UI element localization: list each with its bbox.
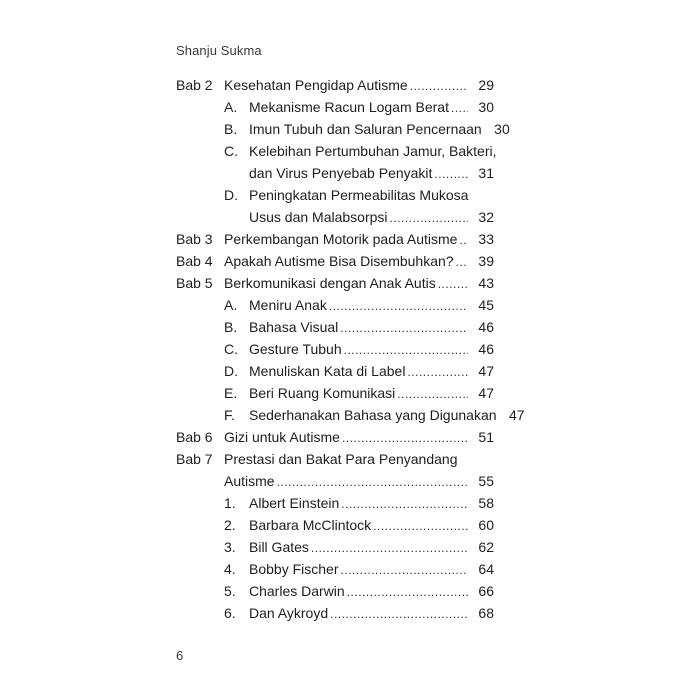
toc-entry-leader bbox=[249, 514, 494, 537]
dot-leader bbox=[434, 163, 468, 185]
toc-page-number: 43 bbox=[478, 275, 494, 291]
toc-page-number: 66 bbox=[478, 583, 494, 599]
toc-section-row bbox=[176, 514, 494, 536]
toc-section-row bbox=[176, 492, 494, 514]
section-marker: 2. bbox=[224, 517, 236, 533]
toc-entry-title: Dan Aykroyd bbox=[249, 605, 329, 621]
section-marker: A. bbox=[224, 297, 238, 313]
dot-leader bbox=[344, 339, 468, 361]
toc-entry-leader bbox=[249, 404, 525, 427]
dot-leader bbox=[311, 537, 468, 559]
toc-entry-leader bbox=[249, 338, 494, 361]
toc-entry-title: Apakah Autisme Bisa Disembuhkan? bbox=[224, 253, 454, 269]
toc-section-row bbox=[176, 404, 525, 426]
toc-entry-title: Mekanisme Racun Logam Berat bbox=[249, 99, 449, 115]
dot-leader bbox=[390, 207, 468, 229]
toc-page-number: 32 bbox=[478, 209, 494, 225]
toc-page-number: 60 bbox=[478, 517, 494, 533]
toc-page-number: 62 bbox=[478, 539, 494, 555]
toc-entry-leader bbox=[224, 250, 494, 273]
dot-leader bbox=[451, 97, 468, 119]
toc-entry-title: Meniru Anak bbox=[249, 297, 327, 313]
dot-leader bbox=[347, 581, 468, 603]
toc-entry-title: Prestasi dan Bakat Para Penyandang bbox=[224, 451, 458, 467]
toc-page-number: 29 bbox=[478, 77, 494, 93]
toc-entry-title: Sederhanakan Bahasa yang Digunakan bbox=[249, 407, 497, 423]
dot-leader bbox=[397, 383, 468, 405]
toc-entry-leader bbox=[224, 74, 494, 97]
toc-entry-title: Albert Einstein bbox=[249, 495, 340, 511]
section-marker: D. bbox=[224, 187, 238, 203]
toc-entry-title: Barbara McClintock bbox=[249, 517, 372, 533]
section-marker: A. bbox=[224, 99, 238, 115]
toc-section-row bbox=[176, 118, 510, 140]
dot-leader bbox=[330, 603, 468, 625]
toc-page-number: 39 bbox=[478, 253, 494, 269]
dot-leader bbox=[410, 75, 468, 97]
toc-entry-title: Bill Gates bbox=[249, 539, 309, 555]
toc-entry-title: Autisme bbox=[224, 473, 275, 489]
toc-entry-line bbox=[176, 448, 494, 470]
section-marker: C. bbox=[224, 143, 238, 159]
toc-section-row bbox=[176, 206, 494, 228]
toc-page-number: 51 bbox=[478, 429, 494, 445]
dot-leader bbox=[407, 361, 468, 383]
toc-chapter-row bbox=[176, 228, 494, 250]
dot-leader bbox=[329, 295, 468, 317]
toc-entry-title: Perkembangan Motorik pada Autisme bbox=[224, 231, 458, 247]
toc-entry-leader bbox=[249, 96, 494, 119]
toc-entry-leader bbox=[249, 382, 494, 405]
dot-leader bbox=[340, 559, 468, 581]
toc-entry-title: Bobby Fischer bbox=[249, 561, 339, 577]
toc-chapter-row bbox=[176, 74, 494, 96]
section-marker: B. bbox=[224, 121, 238, 137]
toc-entry-leader bbox=[249, 536, 494, 559]
toc-page-number: 68 bbox=[478, 605, 494, 621]
toc-chapter-row bbox=[176, 272, 494, 294]
dot-leader bbox=[373, 515, 468, 537]
chapter-label: Bab 7 bbox=[176, 451, 213, 467]
toc-page-number: 47 bbox=[478, 363, 494, 379]
table-of-contents bbox=[176, 74, 525, 624]
toc-entry-leader bbox=[224, 272, 494, 295]
toc-entry-title: Charles Darwin bbox=[249, 583, 345, 599]
toc-section-row bbox=[176, 602, 494, 624]
dot-leader bbox=[277, 471, 468, 493]
section-marker: D. bbox=[224, 363, 238, 379]
toc-page-number: 58 bbox=[478, 495, 494, 511]
toc-page-number: 47 bbox=[508, 407, 525, 423]
toc-entry-title: Kesehatan Pengidap Autisme bbox=[224, 77, 408, 93]
toc-page-number: 47 bbox=[478, 385, 494, 401]
toc-section-row bbox=[176, 162, 494, 184]
toc-page-number: 45 bbox=[478, 297, 494, 313]
dot-leader bbox=[459, 229, 468, 251]
toc-page-number: 46 bbox=[478, 341, 494, 357]
toc-entry-leader bbox=[224, 470, 494, 493]
section-marker: 1. bbox=[224, 495, 236, 511]
running-header-author: Shanju Sukma bbox=[176, 43, 262, 58]
toc-page-number: 33 bbox=[478, 231, 494, 247]
dot-leader bbox=[456, 251, 468, 273]
chapter-label: Bab 6 bbox=[176, 429, 213, 445]
toc-entry-title: Peningkatan Permeabilitas Mukosa bbox=[249, 187, 469, 203]
toc-entry-title: Bahasa Visual bbox=[249, 319, 339, 335]
toc-section-row bbox=[176, 558, 494, 580]
toc-entry-title: Gizi untuk Autisme bbox=[224, 429, 340, 445]
toc-section-row bbox=[176, 580, 494, 602]
toc-page-number: 30 bbox=[494, 121, 510, 137]
toc-entry-leader bbox=[249, 206, 494, 229]
toc-entry-title: Imun Tubuh dan Saluran Pencernaan bbox=[249, 121, 482, 137]
chapter-label: Bab 5 bbox=[176, 275, 213, 291]
toc-entry-title: dan Virus Penyebab Penyakit bbox=[249, 165, 433, 181]
toc-entry-leader bbox=[249, 162, 494, 185]
section-marker: 6. bbox=[224, 605, 236, 621]
chapter-label: Bab 4 bbox=[176, 253, 213, 269]
section-marker: C. bbox=[224, 341, 238, 357]
section-marker: 4. bbox=[224, 561, 236, 577]
toc-entry-title: Berkomunikasi dengan Anak Autis bbox=[224, 275, 436, 291]
dot-leader bbox=[438, 273, 468, 295]
dot-leader bbox=[342, 427, 468, 449]
toc-entry-leader bbox=[249, 602, 494, 625]
page-number: 6 bbox=[176, 648, 184, 663]
toc-entry-line bbox=[176, 140, 497, 162]
toc-section-row bbox=[176, 96, 494, 118]
toc-section-row bbox=[176, 360, 494, 382]
toc-page-number: 55 bbox=[478, 473, 494, 489]
toc-entry-title: Usus dan Malabsorpsi bbox=[249, 209, 388, 225]
dot-leader bbox=[341, 493, 468, 515]
toc-page-number: 64 bbox=[478, 561, 494, 577]
dot-leader bbox=[340, 317, 468, 339]
toc-entry-leader bbox=[249, 118, 510, 141]
toc-entry-title: Beri Ruang Komunikasi bbox=[249, 385, 396, 401]
toc-section-row bbox=[176, 536, 494, 558]
toc-section-row bbox=[176, 338, 494, 360]
toc-entry-title: Kelebihan Pertumbuhan Jamur, Bakteri, bbox=[249, 143, 497, 159]
toc-entry-line bbox=[176, 184, 494, 206]
toc-entry-leader bbox=[249, 558, 494, 581]
toc-section-row bbox=[176, 294, 494, 316]
toc-page-number: 46 bbox=[478, 319, 494, 335]
chapter-label: Bab 3 bbox=[176, 231, 213, 247]
toc-chapter-row bbox=[176, 426, 494, 448]
toc-chapter-row bbox=[176, 470, 494, 492]
toc-entry-leader bbox=[249, 316, 494, 339]
section-marker: E. bbox=[224, 385, 238, 401]
toc-entry-leader bbox=[249, 360, 494, 383]
section-marker: 5. bbox=[224, 583, 236, 599]
toc-section-row bbox=[176, 316, 494, 338]
toc-page-number: 31 bbox=[478, 165, 494, 181]
toc-entry-leader bbox=[249, 492, 494, 515]
chapter-label: Bab 2 bbox=[176, 77, 213, 93]
section-marker: F. bbox=[224, 407, 235, 423]
toc-entry-leader bbox=[224, 228, 494, 251]
toc-entry-title: Menuliskan Kata di Label bbox=[249, 363, 406, 379]
toc-entry-leader bbox=[224, 426, 494, 449]
toc-entry-title: Gesture Tubuh bbox=[249, 341, 342, 357]
section-marker: 3. bbox=[224, 539, 236, 555]
toc-section-row bbox=[176, 382, 494, 404]
toc-page-number: 30 bbox=[478, 99, 494, 115]
section-marker: B. bbox=[224, 319, 238, 335]
toc-entry-leader bbox=[249, 294, 494, 317]
toc-entry-leader bbox=[249, 580, 494, 603]
toc-chapter-row bbox=[176, 250, 494, 272]
